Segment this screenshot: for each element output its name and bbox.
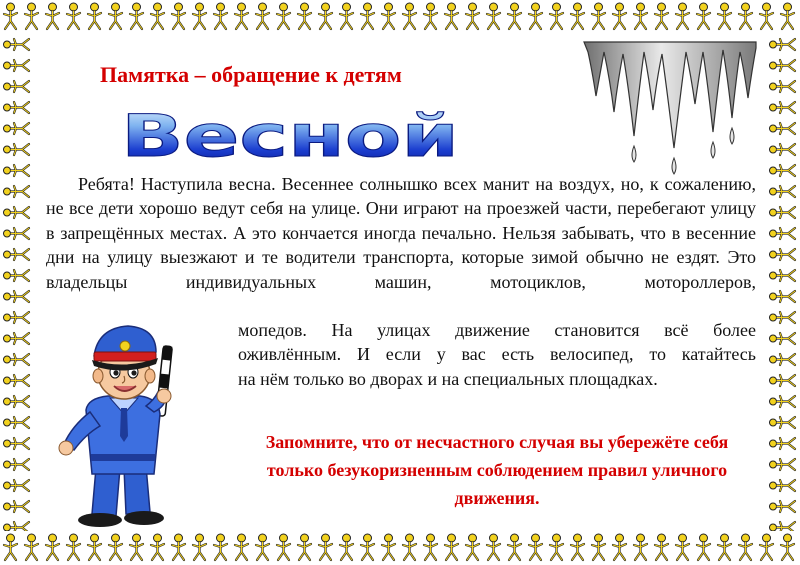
continuation-line: оживлённым. И если у вас есть велосипед, то катайтесь <box>238 344 756 365</box>
wordart-heading <box>118 108 463 163</box>
decorative-border-top <box>0 0 800 34</box>
continuation-paragraph <box>238 318 756 391</box>
wordart-text: Весной <box>121 108 459 163</box>
continuation-line: на нём только во дворах и на специальных площадках. <box>238 368 658 389</box>
decorative-border-left <box>0 34 34 531</box>
decorative-border-right <box>766 34 800 531</box>
page-title: Памятка – обращение к детям <box>100 62 402 87</box>
warning-text: Запомните, что от несчастного случая вы убережёте себя только безукоризненным соблюдением правил уличного движения. <box>265 432 729 508</box>
icicles-icon <box>582 40 758 182</box>
continuation-line: мопедов. На улицах движение становится всё более <box>238 320 756 340</box>
decorative-border-bottom <box>0 531 800 565</box>
intro-paragraph: Ребята! Наступила весна. Весеннее солнышко всех манит на воздух, но, к сожалению, не все дети хорошо ведут себя на улице. Они играют на проезжей части, перебегают улицу в запрещённых местах. А это кончается иногда печально. Нельзя забывать, что в весенние дни на улицу выезжают и те водители транспорта, которые зимой обычно не ездят. Это владельцы индивидуальных машин, мотоциклов, мотороллеров, <box>46 174 756 292</box>
traffic-policeman-boy <box>58 318 200 530</box>
